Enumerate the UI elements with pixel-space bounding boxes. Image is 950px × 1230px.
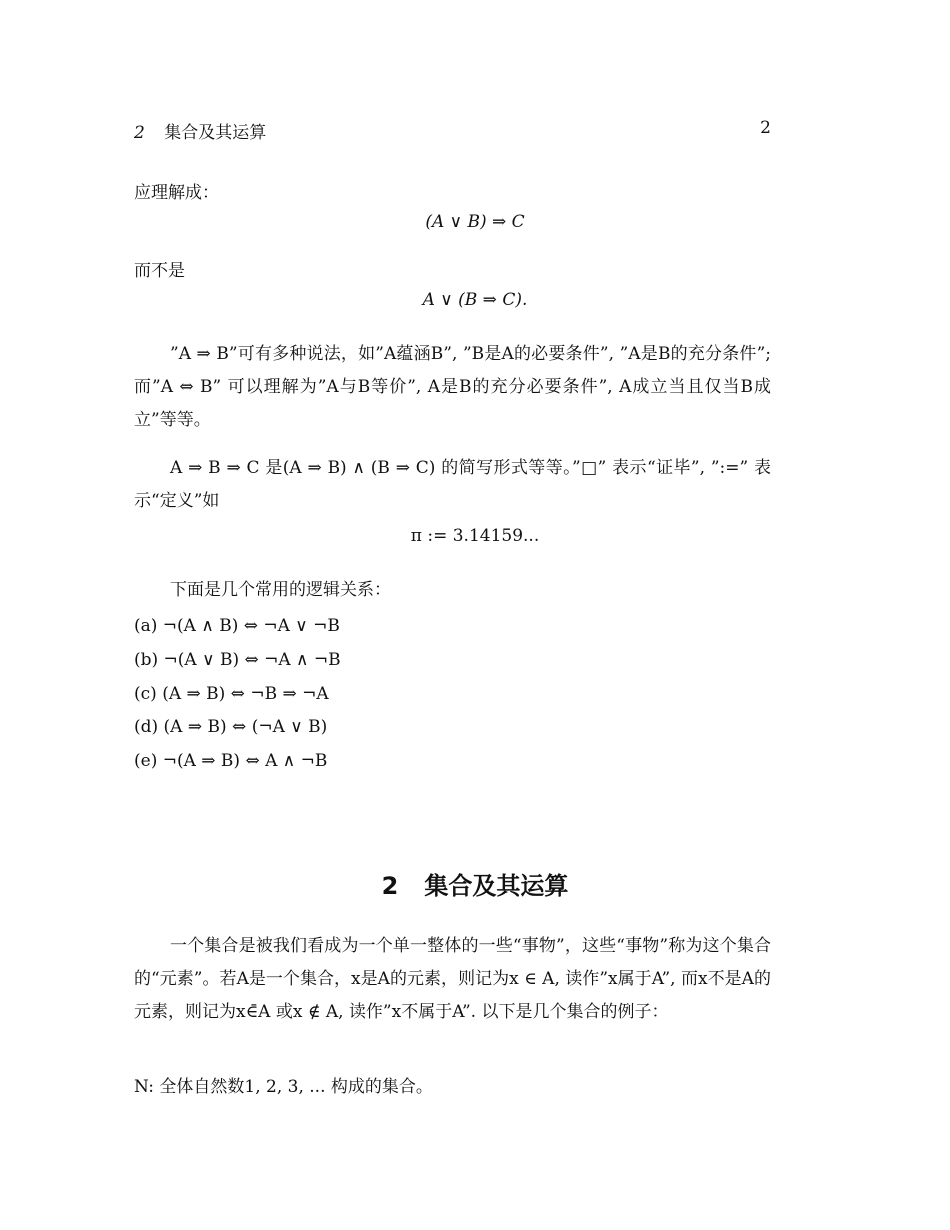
text-line: 而不是 [134, 261, 185, 281]
paragraph: ”A ⇒ B”可有多种说法，如”A蕴涵B”, ”B是A的必要条件”, ”A是B的充分条件”; 而”A ⇔ B” 可以理解为”A与B等价”, A是B的充分必要条件”, A成立当且仅当B成立”等等。 [134, 344, 771, 430]
paragraph: A ⇒ B ⇒ C 是(A ⇒ B) ∧ (B ⇒ C) 的简写形式等等。”□” 表示“证毕”, ”:=” 表示“定义”如 [134, 458, 771, 511]
header-section-title: 集合及其运算 [164, 123, 267, 143]
header-section [134, 118, 266, 143]
relation-item: (c) (A ⇒ B) ⇔ ¬B ⇒ ¬A [134, 684, 329, 704]
section-heading [0, 866, 950, 901]
section-number: 2 [381, 872, 399, 900]
running-header [134, 118, 771, 143]
display-equation: π := 3.14159... [410, 526, 540, 546]
header-section-number: 2 [134, 123, 145, 143]
relation-item: (e) ¬(A ⇒ B) ⇔ A ∧ ¬B [134, 751, 328, 771]
text-line: N: 全体自然数1, 2, 3, ... 构成的集合。 [134, 1077, 433, 1097]
page-number: 2 [760, 118, 771, 138]
paragraph: 下面是几个常用的逻辑关系： [170, 580, 391, 600]
relation-item: (b) ¬(A ∨ B) ⇔ ¬A ∧ ¬B [134, 650, 341, 670]
section-title: 集合及其运算 [424, 872, 569, 900]
paragraph: 一个集合是被我们看成为一个单一整体的一些“事物”，这些“事物”称为这个集合的“元素”。若A是一个集合，x是A的元素，则记为x ∈ A, 读作”x属于A”, 而x不是A的元素，则记为x∈̄A 或x ∉ A, 读作”x不属于A”. 以下是几个集合的例子： [134, 936, 771, 1022]
display-equation: A ∨ (B ⇒ C). [422, 290, 528, 310]
display-equation: (A ∨ B) ⇒ C [425, 212, 525, 232]
relation-item: (d) (A ⇒ B) ⇔ (¬A ∨ B) [134, 717, 328, 737]
text-line: 应理解成： [134, 183, 219, 203]
relation-item: (a) ¬(A ∧ B) ⇔ ¬A ∨ ¬B [134, 616, 340, 636]
